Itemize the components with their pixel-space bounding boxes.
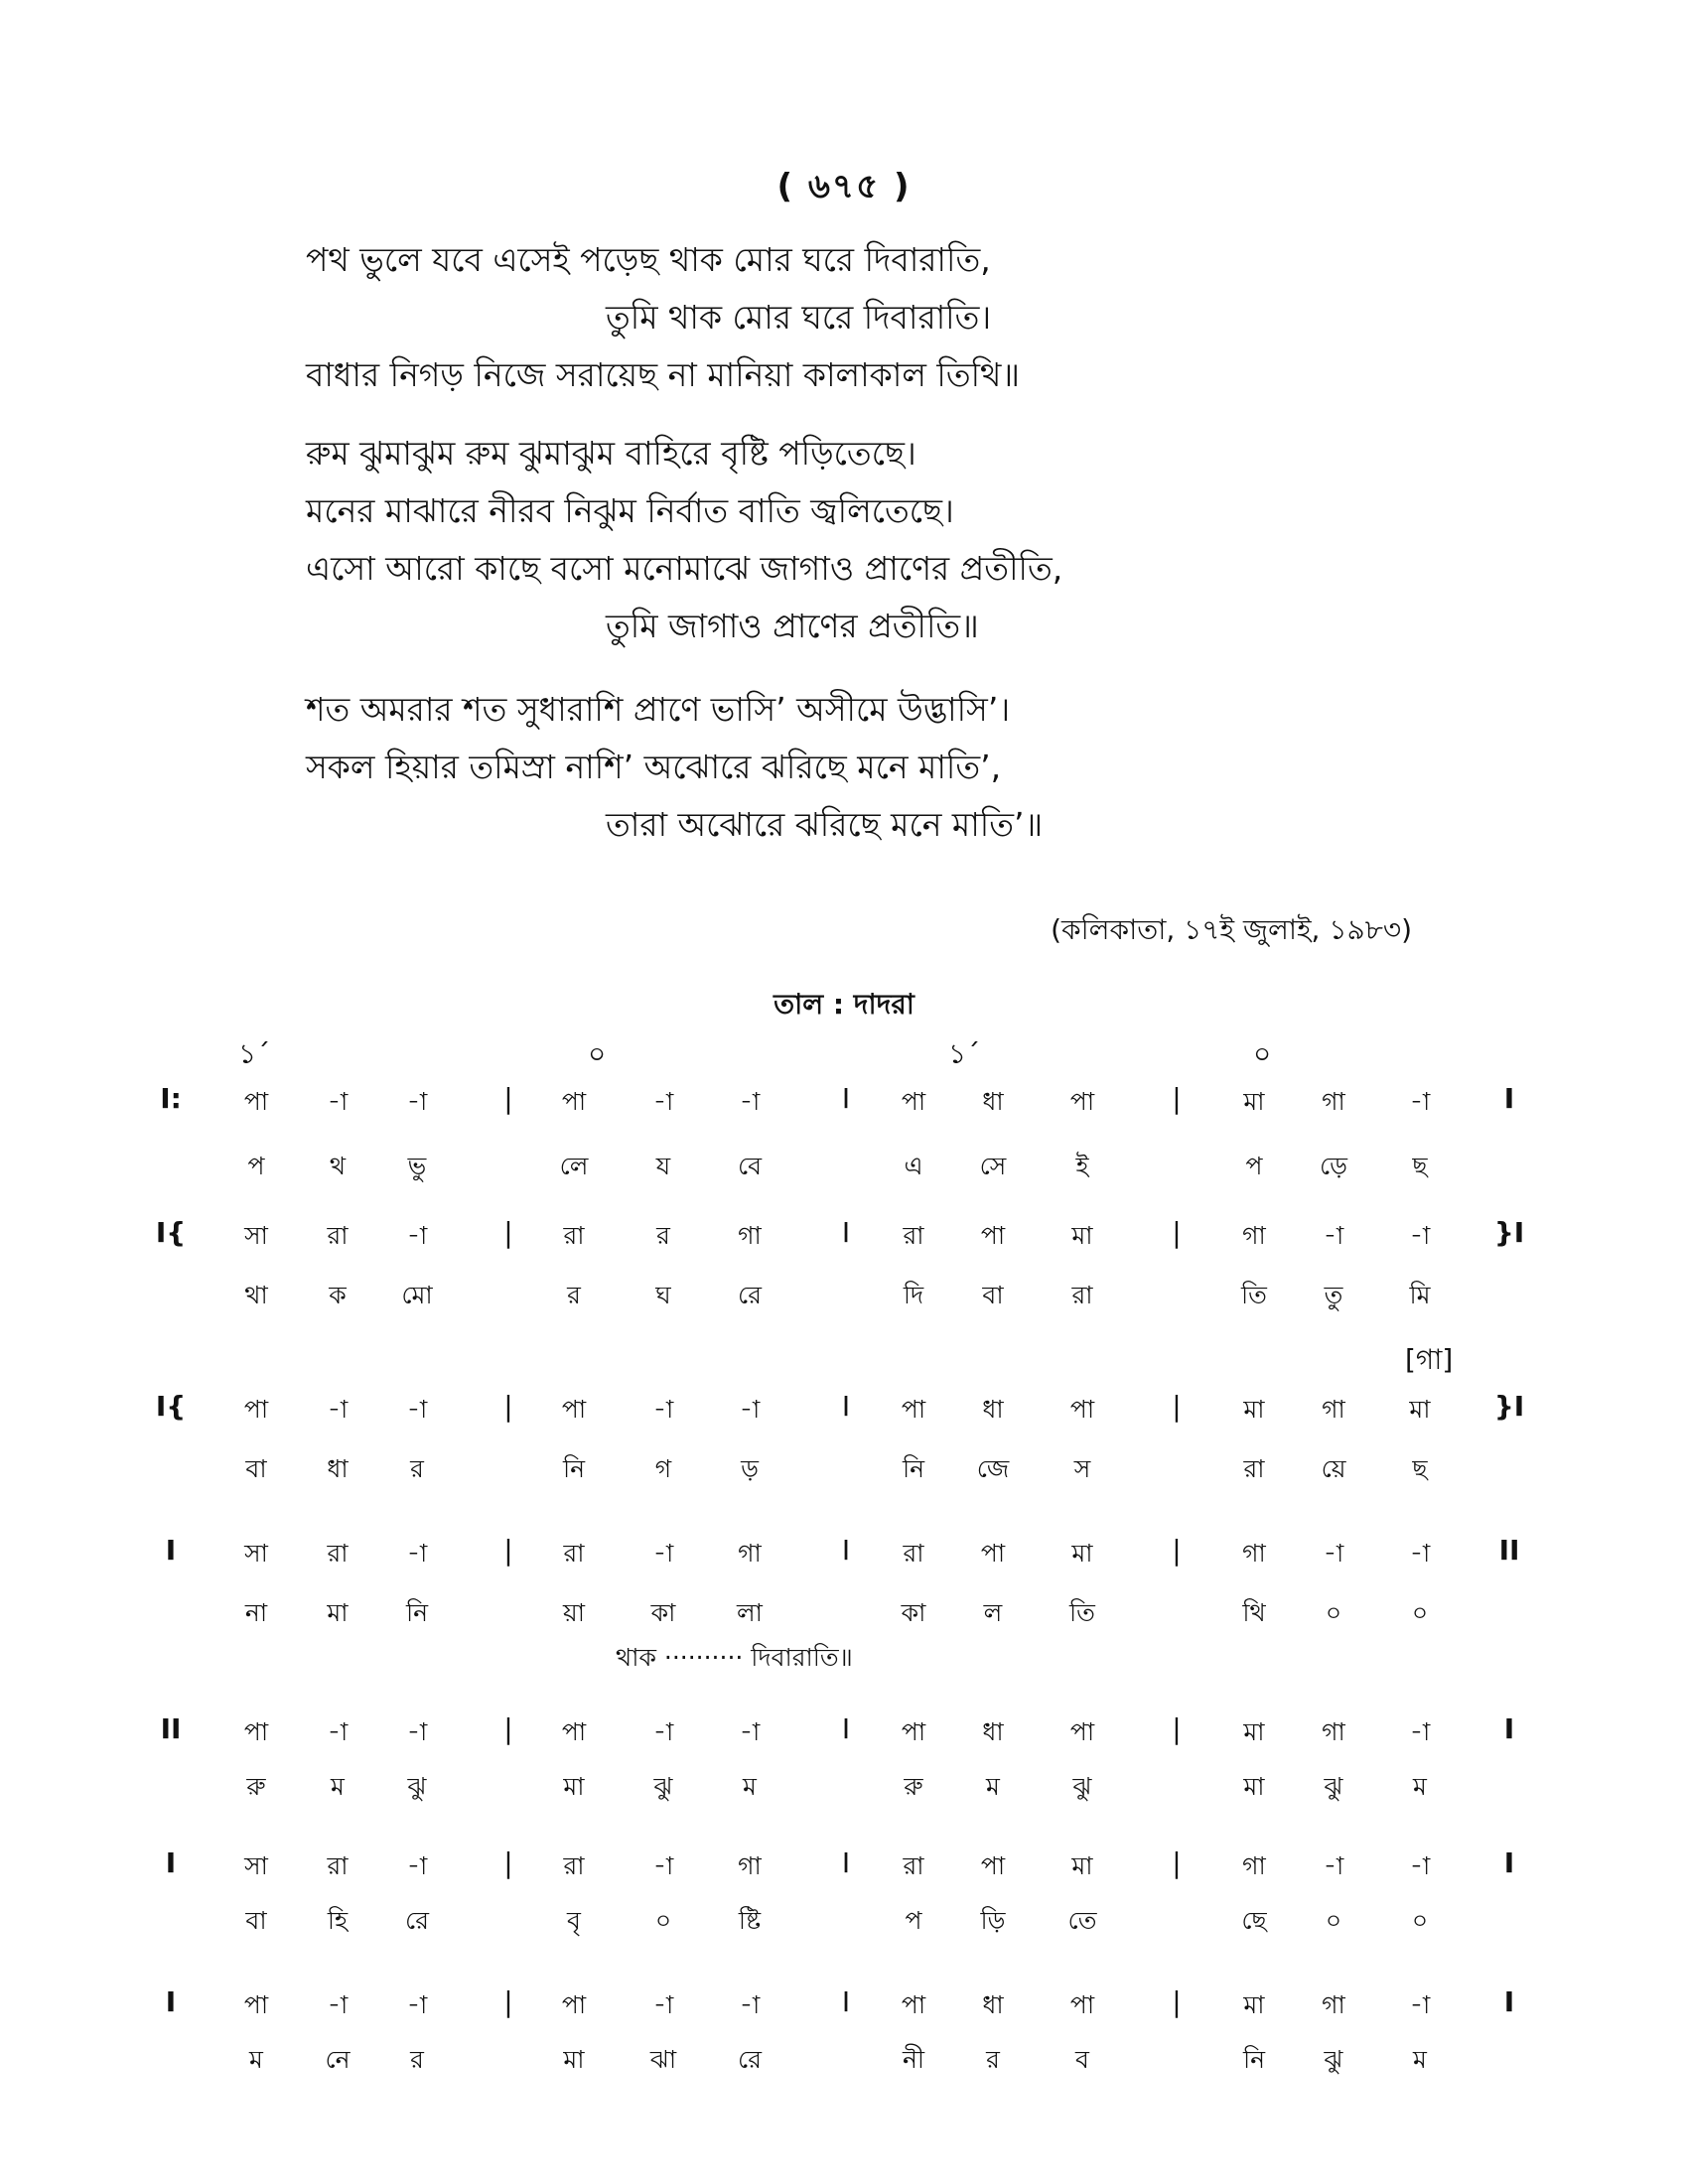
swara-note: -া: [652, 1851, 674, 1880]
swara-note: পা: [243, 1395, 269, 1424]
lyric-syllable: মো: [401, 1281, 433, 1309]
lyric-syllable: দি: [903, 1281, 924, 1309]
swara-note: পা: [243, 1087, 269, 1116]
swara-note: পা: [1069, 1990, 1095, 2019]
swara-note: পা: [1069, 1717, 1095, 1746]
swara-row-3: [0, 1390, 1688, 1430]
lyric-syllable: কা: [650, 1598, 676, 1627]
lyric-syllable: থ: [329, 1152, 347, 1180]
swara-note: -া: [406, 1395, 428, 1424]
swara-note: রা: [563, 1851, 585, 1880]
bar-line: I: [1503, 1985, 1515, 2018]
lyric-row-5: [0, 1767, 1688, 1807]
swara-note: -া: [1409, 1851, 1431, 1880]
swara-note: -া: [1409, 1087, 1431, 1116]
lyric-syllable: নী: [902, 2045, 925, 2074]
swara-note: র: [656, 1221, 670, 1250]
swara-note: -া: [406, 1990, 428, 2019]
lyric-syllable: তু: [1324, 1281, 1343, 1309]
lyric-syllable: য়ে: [1321, 1454, 1346, 1483]
swara-note: রা: [327, 1221, 349, 1250]
swara-note: পা: [243, 1717, 269, 1746]
bar-line: |: [1172, 1846, 1182, 1879]
beat-marker-4: ০: [1253, 1037, 1272, 1070]
verse-line-2: তুমি থাক মোর ঘরে দিবারাতি।: [606, 298, 992, 337]
lyric-syllable: রু: [904, 1772, 923, 1801]
swara-row-2: [0, 1216, 1688, 1256]
lyric-row-1: [0, 1147, 1688, 1186]
bar-line: |: [503, 1985, 513, 2018]
bar-line: I: [841, 1082, 851, 1115]
swara-note: -া: [406, 1717, 428, 1746]
swara-note: রা: [563, 1539, 585, 1568]
bar-line: I: [841, 1712, 851, 1745]
bar-line: I: [841, 1846, 851, 1879]
lyric-syllable: ম: [743, 1772, 757, 1801]
swara-note: সা: [244, 1851, 268, 1880]
bar-line: I: [165, 1534, 177, 1567]
lyric-syllable: র: [567, 1281, 581, 1309]
swara-note: গা: [1322, 1717, 1345, 1746]
swara-note: পা: [561, 1395, 587, 1424]
beat-marker-3: ১´: [948, 1037, 981, 1070]
lyric-syllable: রা: [1071, 1281, 1093, 1309]
swara-note: -া: [1323, 1539, 1344, 1568]
lyric-syllable: থা: [244, 1281, 268, 1309]
lyric-syllable: ব: [1075, 2045, 1089, 2074]
lyric-syllable: ছ: [1412, 1454, 1428, 1483]
lyric-row-2: [0, 1276, 1688, 1315]
refrain-note: থাক ·········· দিবারাতি॥: [616, 1643, 853, 1672]
lyric-syllable: ভু: [407, 1152, 427, 1180]
lyric-syllable: ড়ি: [980, 1906, 1006, 1935]
verse-line-3: বাধার নিগড় নিজে সরায়েছ না মানিয়া কালাকাল তিথি॥: [306, 355, 1021, 394]
lyric-syllable: ছে: [1241, 1906, 1267, 1935]
swara-note: -া: [406, 1851, 428, 1880]
lyric-syllable: মা: [563, 2045, 585, 2074]
swara-note: ধা: [982, 1395, 1004, 1424]
swara-note: -া: [406, 1221, 428, 1250]
bar-line: I: [165, 1985, 177, 2018]
bar-line: I: [165, 1846, 177, 1879]
swara-note: পা: [980, 1539, 1006, 1568]
swara-note: -া: [1323, 1221, 1344, 1250]
lyric-syllable: ০: [1411, 1598, 1429, 1627]
lyric-syllable: ষ্টি: [738, 1906, 762, 1935]
bar-line: I:: [160, 1082, 182, 1115]
swara-row-1: [0, 1082, 1688, 1122]
swara-note: -া: [1409, 1221, 1431, 1250]
swara-row-7: [0, 1985, 1688, 2025]
lyric-syllable: তি: [1069, 1598, 1095, 1627]
bar-line: |: [1172, 1082, 1182, 1115]
swara-note: মা: [1243, 1990, 1265, 2019]
lyric-syllable: রে: [405, 1906, 429, 1935]
swara-note: পা: [901, 1717, 926, 1746]
swara-note: রা: [327, 1539, 349, 1568]
verse-line-5: মনের মাঝারে নীরব নিঝুম নির্বাত বাতি জ্বলিতেছে।: [306, 491, 954, 530]
lyric-syllable: র: [410, 1454, 424, 1483]
lyric-syllable: এ: [904, 1152, 923, 1180]
swara-note: পা: [243, 1990, 269, 2019]
lyric-syllable: বা: [245, 1454, 267, 1483]
lyric-syllable: নি: [405, 1598, 429, 1627]
bar-line: I: [841, 1390, 851, 1423]
swara-note: পা: [1069, 1087, 1095, 1116]
lyric-syllable: ঝু: [1324, 2045, 1343, 2074]
lyric-syllable: থি: [1242, 1598, 1266, 1627]
lyric-syllable: য়া: [563, 1598, 585, 1627]
swara-note: গা: [738, 1221, 762, 1250]
swara-note: ধা: [982, 1717, 1004, 1746]
swara-note: ধা: [982, 1990, 1004, 2019]
swara-note: রা: [563, 1221, 585, 1250]
bar-line: I: [1503, 1846, 1515, 1879]
lyric-syllable: রে: [738, 1281, 762, 1309]
lyric-syllable: ঝু: [653, 1772, 673, 1801]
bar-line: |: [1172, 1985, 1182, 2018]
lyric-syllable: নি: [902, 1454, 925, 1483]
tala-heading: তাল : দাদরা: [774, 988, 914, 1021]
lyric-syllable: কা: [901, 1598, 926, 1627]
lyric-syllable: গ: [654, 1454, 672, 1483]
swara-note: গা: [1322, 1087, 1345, 1116]
swara-note: গা: [738, 1539, 762, 1568]
swara-note: -া: [739, 1990, 761, 2019]
lyric-syllable: ০: [1411, 1906, 1429, 1935]
lyric-syllable: য: [655, 1152, 671, 1180]
swara-row-4: [0, 1534, 1688, 1573]
lyric-syllable: ঝু: [1324, 1772, 1343, 1801]
lyric-row-7: [0, 2040, 1688, 2080]
page-number: ( ৬৭৫ ): [776, 167, 912, 206]
bar-line: |: [503, 1712, 513, 1745]
lyric-syllable: ঘ: [655, 1281, 671, 1309]
swara-note: পা: [561, 1717, 587, 1746]
verse-line-6: এসো আরো কাছে বসো মনোমাঝে জাগাও প্রাণের প্রতীতি,: [306, 549, 1063, 588]
swara-note: মা: [1071, 1539, 1093, 1568]
beat-marker-1: ১´: [238, 1037, 271, 1070]
swara-note: পা: [901, 1990, 926, 2019]
swara-note: -া: [327, 1990, 349, 2019]
swara-note: -া: [652, 1717, 674, 1746]
lyric-syllable: মি: [1409, 1281, 1431, 1309]
swara-note: রা: [903, 1539, 924, 1568]
lyric-syllable: রে: [738, 2045, 762, 2074]
swara-note: -া: [739, 1395, 761, 1424]
lyric-syllable: নে: [325, 2045, 351, 2074]
swara-note: মা: [1071, 1851, 1093, 1880]
lyric-syllable: হি: [327, 1906, 349, 1935]
bar-line: I: [841, 1534, 851, 1567]
lyric-syllable: বা: [245, 1906, 267, 1935]
bar-line: |: [503, 1846, 513, 1879]
bar-line: I: [841, 1216, 851, 1249]
lyric-syllable: তি: [1241, 1281, 1267, 1309]
swara-note: পা: [980, 1221, 1006, 1250]
bar-line: I: [841, 1985, 851, 2018]
swara-note: -া: [406, 1087, 428, 1116]
bar-line: I{: [155, 1390, 187, 1423]
lyric-syllable: ক: [329, 1281, 347, 1309]
bar-line: |: [503, 1534, 513, 1567]
swara-note: গা: [1322, 1990, 1345, 2019]
lyric-syllable: ই: [1075, 1152, 1089, 1180]
swara-note: -া: [327, 1087, 349, 1116]
bar-line: II: [160, 1712, 182, 1745]
lyric-syllable: ড়: [741, 1454, 759, 1483]
swara-note: পা: [1069, 1395, 1095, 1424]
swara-note: -া: [1409, 1990, 1431, 2019]
swara-note: পা: [901, 1395, 926, 1424]
bar-line: |: [503, 1390, 513, 1423]
lyric-syllable: ম: [986, 1772, 1000, 1801]
lyric-syllable: প: [247, 1152, 265, 1180]
swara-note: -া: [1323, 1851, 1344, 1880]
swara-note: পা: [561, 1990, 587, 2019]
swara-note: -া: [406, 1539, 428, 1568]
lyric-syllable: ম: [331, 1772, 345, 1801]
lyric-syllable: রু: [246, 1772, 266, 1801]
swara-note: গা: [1242, 1221, 1266, 1250]
lyric-syllable: লে: [559, 1152, 589, 1180]
bar-line: I{: [155, 1216, 187, 1249]
lyric-syllable: মা: [1243, 1772, 1265, 1801]
lyric-syllable: স: [1073, 1454, 1091, 1483]
lyric-syllable: তে: [1067, 1906, 1097, 1935]
swara-note: সা: [244, 1221, 268, 1250]
verse-line-10: তারা অঝোরে ঝরিছে মনে মাতি’॥: [606, 805, 1044, 844]
lyric-syllable: বা: [982, 1281, 1004, 1309]
lyric-syllable: ঝা: [649, 2045, 677, 2074]
lyric-row-6: [0, 1901, 1688, 1941]
swara-note: পা: [980, 1851, 1006, 1880]
lyric-row-4: [0, 1593, 1688, 1633]
swara-note: গা: [1322, 1395, 1345, 1424]
lyric-syllable: র: [986, 2045, 1000, 2074]
alternate-note-annotation: [গা]: [1405, 1343, 1454, 1376]
swara-note: -া: [327, 1717, 349, 1746]
swara-note: পা: [901, 1087, 926, 1116]
lyric-syllable: ধা: [327, 1454, 349, 1483]
lyric-syllable: ০: [1325, 1598, 1342, 1627]
lyric-syllable: ছ: [1412, 1152, 1428, 1180]
swara-note: মা: [1071, 1221, 1093, 1250]
swara-note: -া: [739, 1087, 761, 1116]
swara-note: ধা: [982, 1087, 1004, 1116]
lyric-syllable: প: [905, 1906, 922, 1935]
swara-note: মা: [1409, 1395, 1431, 1424]
verse-line-7: তুমি জাগাও প্রাণের প্রতীতি॥: [606, 607, 979, 645]
lyric-syllable: নি: [562, 1454, 586, 1483]
lyric-syllable: ঝু: [1072, 1772, 1092, 1801]
lyric-syllable: ম: [1413, 1772, 1427, 1801]
lyric-row-3: [0, 1449, 1688, 1489]
swara-note: মা: [1243, 1087, 1265, 1116]
swara-note: -া: [652, 1990, 674, 2019]
lyric-syllable: মা: [327, 1598, 349, 1627]
lyric-syllable: জে: [976, 1454, 1010, 1483]
swara-note: রা: [903, 1221, 924, 1250]
swara-note: পা: [561, 1087, 587, 1116]
bar-line: I: [1503, 1082, 1515, 1115]
bar-line: |: [1172, 1712, 1182, 1745]
lyric-syllable: ড়ে: [1320, 1152, 1347, 1180]
beat-markers: [0, 1032, 1688, 1072]
lyric-syllable: বে: [737, 1152, 763, 1180]
swara-note: -া: [1409, 1539, 1431, 1568]
bar-line: |: [503, 1082, 513, 1115]
lyric-syllable: লা: [737, 1598, 763, 1627]
lyric-syllable: ০: [1325, 1906, 1342, 1935]
lyric-syllable: না: [244, 1598, 268, 1627]
lyric-syllable: প: [1245, 1152, 1263, 1180]
swara-note: গা: [738, 1851, 762, 1880]
bar-line: I: [1503, 1712, 1515, 1745]
swara-note: গা: [1242, 1851, 1266, 1880]
lyric-syllable: ল: [983, 1598, 1003, 1627]
verse-line-8: শত অমরার শত সুধারাশি প্রাণে ভাসি’ অসীমে উদ্ভাসি’।: [306, 690, 1011, 729]
lyric-syllable: র: [410, 2045, 424, 2074]
bar-line: |: [1172, 1390, 1182, 1423]
swara-note: রা: [327, 1851, 349, 1880]
swara-note: মা: [1243, 1395, 1265, 1424]
lyric-syllable: সে: [979, 1152, 1007, 1180]
bar-line: |: [1172, 1534, 1182, 1567]
swara-note: রা: [903, 1851, 924, 1880]
bar-line: }I: [1493, 1216, 1525, 1249]
swara-note: সা: [244, 1539, 268, 1568]
bar-line: |: [503, 1216, 513, 1249]
bar-line: II: [1498, 1534, 1520, 1567]
beat-marker-2: ০: [588, 1037, 607, 1070]
bar-line: |: [1172, 1216, 1182, 1249]
swara-note: -া: [1409, 1717, 1431, 1746]
lyric-syllable: ০: [654, 1906, 672, 1935]
swara-note: -া: [652, 1395, 674, 1424]
verse-line-1: পথ ভুলে যবে এসেই পড়েছ থাক মোর ঘরে দিবারাতি,: [306, 240, 991, 279]
lyric-syllable: বৃ: [567, 1906, 581, 1935]
swara-row-6: [0, 1846, 1688, 1886]
lyric-syllable: ঝু: [407, 1772, 427, 1801]
lyric-syllable: নি: [1242, 2045, 1266, 2074]
swara-note: -া: [652, 1539, 674, 1568]
place-date-signature: (কলিকাতা, ১৭ই জুলাই, ১৯৮৩): [1051, 913, 1412, 946]
swara-note: -া: [652, 1087, 674, 1116]
swara-note: -া: [327, 1395, 349, 1424]
lyric-syllable: ম: [249, 2045, 263, 2074]
lyric-syllable: রা: [1243, 1454, 1265, 1483]
lyric-syllable: মা: [563, 1772, 585, 1801]
swara-note: গা: [1242, 1539, 1266, 1568]
swara-row-5: [0, 1712, 1688, 1752]
swara-note: মা: [1243, 1717, 1265, 1746]
verse-line-9: সকল হিয়ার তমিস্রা নাশি’ অঝোরে ঝরিছে মনে মাতি’,: [306, 748, 1002, 786]
bar-line: }I: [1493, 1390, 1525, 1423]
verse-line-4: রুম ঝুমাঝুম রুম ঝুমাঝুম বাহিরে বৃষ্টি পড়িতেছে।: [306, 434, 916, 473]
lyric-syllable: ম: [1413, 2045, 1427, 2074]
swara-note: -া: [739, 1717, 761, 1746]
